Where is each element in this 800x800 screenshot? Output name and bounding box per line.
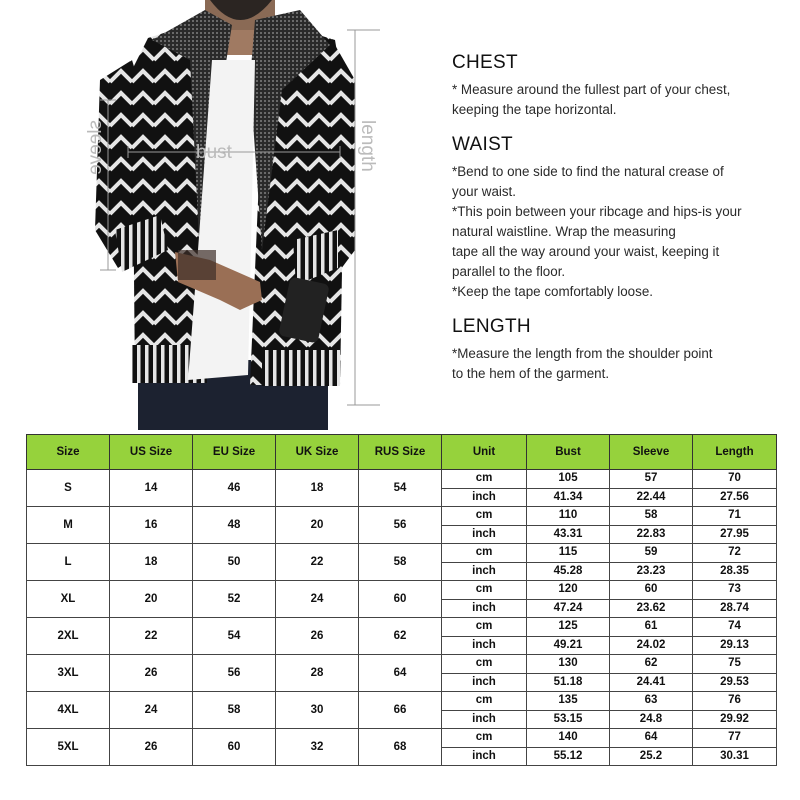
sleeve-cm-cell: 63 xyxy=(610,692,693,711)
length-cm-cell: 70 xyxy=(693,470,777,489)
bust-cm-cell: 125 xyxy=(527,618,610,637)
length-title: LENGTH xyxy=(452,316,531,337)
unit-cell: inch xyxy=(442,673,527,692)
uk-size-cell: 28 xyxy=(276,655,359,692)
bust-inch-cell: 51.18 xyxy=(527,673,610,692)
rus-size-cell: 54 xyxy=(359,470,442,507)
bust-cm-cell: 105 xyxy=(527,470,610,489)
bust-label: bust xyxy=(196,142,232,163)
sleeve-inch-cell: 22.83 xyxy=(610,525,693,544)
table-row xyxy=(27,729,777,748)
bust-cm-cell: 110 xyxy=(527,507,610,526)
chest-title: CHEST xyxy=(452,52,518,73)
us-size-cell: 24 xyxy=(110,692,193,729)
length-label: length xyxy=(357,120,378,172)
unit-cell: inch xyxy=(442,636,527,655)
header-uk-size: UK Size xyxy=(276,435,359,470)
table-row xyxy=(27,618,777,637)
unit-cell: inch xyxy=(442,747,527,766)
unit-cell: inch xyxy=(442,562,527,581)
bust-inch-cell: 49.21 xyxy=(527,636,610,655)
length-line: *Measure the length from the shoulder point xyxy=(452,346,713,361)
table-row xyxy=(27,692,777,711)
size-cell: 3XL xyxy=(27,655,110,692)
bust-cm-cell: 135 xyxy=(527,692,610,711)
bust-cm-cell: 115 xyxy=(527,544,610,563)
eu-size-cell: 48 xyxy=(193,507,276,544)
length-inch-cell: 28.35 xyxy=(693,562,777,581)
unit-cell: cm xyxy=(442,729,527,748)
rus-size-cell: 60 xyxy=(359,581,442,618)
us-size-cell: 26 xyxy=(110,655,193,692)
unit-cell: cm xyxy=(442,544,527,563)
waist-line: tape all the way around your waist, keeping it xyxy=(452,244,720,259)
size-cell: L xyxy=(27,544,110,581)
rus-size-cell: 58 xyxy=(359,544,442,581)
header-rus-size: RUS Size xyxy=(359,435,442,470)
length-inch-cell: 27.95 xyxy=(693,525,777,544)
eu-size-cell: 60 xyxy=(193,729,276,766)
chest-line: * Measure around the fullest part of your chest, xyxy=(452,82,731,97)
unit-cell: cm xyxy=(442,470,527,489)
unit-cell: cm xyxy=(442,692,527,711)
eu-size-cell: 58 xyxy=(193,692,276,729)
size-cell: S xyxy=(27,470,110,507)
us-size-cell: 14 xyxy=(110,470,193,507)
header-sleeve: Sleeve xyxy=(610,435,693,470)
bust-inch-cell: 55.12 xyxy=(527,747,610,766)
sleeve-inch-cell: 24.02 xyxy=(610,636,693,655)
uk-size-cell: 24 xyxy=(276,581,359,618)
length-guide xyxy=(452,316,782,384)
waist-line: natural waistline. Wrap the measuring xyxy=(452,224,676,239)
length-inch-cell: 29.53 xyxy=(693,673,777,692)
length-inch-cell: 29.92 xyxy=(693,710,777,729)
table-body xyxy=(27,470,777,766)
table-row xyxy=(27,581,777,600)
us-size-cell: 26 xyxy=(110,729,193,766)
waist-line: *Keep the tape comfortably loose. xyxy=(452,284,653,299)
length-cm-cell: 71 xyxy=(693,507,777,526)
table-header-row xyxy=(27,435,777,470)
rus-size-cell: 64 xyxy=(359,655,442,692)
sleeve-inch-cell: 25.2 xyxy=(610,747,693,766)
unit-cell: cm xyxy=(442,507,527,526)
uk-size-cell: 30 xyxy=(276,692,359,729)
table-row xyxy=(27,655,777,674)
sleeve-cm-cell: 60 xyxy=(610,581,693,600)
size-table xyxy=(26,434,777,766)
header-length: Length xyxy=(693,435,777,470)
header-eu-size: EU Size xyxy=(193,435,276,470)
unit-cell: inch xyxy=(442,710,527,729)
unit-cell: cm xyxy=(442,581,527,600)
sleeve-inch-cell: 22.44 xyxy=(610,488,693,507)
sleeve-label: sleeve xyxy=(85,120,106,175)
bust-cm-cell: 130 xyxy=(527,655,610,674)
length-cm-cell: 73 xyxy=(693,581,777,600)
rus-size-cell: 68 xyxy=(359,729,442,766)
sleeve-inch-cell: 23.62 xyxy=(610,599,693,618)
bust-inch-cell: 53.15 xyxy=(527,710,610,729)
length-inch-cell: 28.74 xyxy=(693,599,777,618)
unit-cell: inch xyxy=(442,488,527,507)
size-cell: 2XL xyxy=(27,618,110,655)
length-cm-cell: 75 xyxy=(693,655,777,674)
sleeve-inch-cell: 24.8 xyxy=(610,710,693,729)
sleeve-cm-cell: 62 xyxy=(610,655,693,674)
size-cell: 4XL xyxy=(27,692,110,729)
us-size-cell: 18 xyxy=(110,544,193,581)
product-photo xyxy=(0,0,440,430)
rus-size-cell: 56 xyxy=(359,507,442,544)
bust-cm-cell: 140 xyxy=(527,729,610,748)
bust-inch-cell: 45.28 xyxy=(527,562,610,581)
length-inch-cell: 29.13 xyxy=(693,636,777,655)
tattoo xyxy=(178,250,216,280)
sleeve-inch-cell: 24.41 xyxy=(610,673,693,692)
uk-size-cell: 20 xyxy=(276,507,359,544)
sleeve-cm-cell: 64 xyxy=(610,729,693,748)
table-row xyxy=(27,507,777,526)
length-cm-cell: 77 xyxy=(693,729,777,748)
unit-cell: cm xyxy=(442,618,527,637)
uk-size-cell: 18 xyxy=(276,470,359,507)
unit-cell: inch xyxy=(442,525,527,544)
bust-inch-cell: 47.24 xyxy=(527,599,610,618)
waist-title: WAIST xyxy=(452,134,513,155)
rus-size-cell: 66 xyxy=(359,692,442,729)
eu-size-cell: 54 xyxy=(193,618,276,655)
size-cell: M xyxy=(27,507,110,544)
chest-guide xyxy=(452,52,782,120)
size-cell: 5XL xyxy=(27,729,110,766)
length-inch-cell: 30.31 xyxy=(693,747,777,766)
eu-size-cell: 46 xyxy=(193,470,276,507)
waist-line: your waist. xyxy=(452,184,516,199)
header-us-size: US Size xyxy=(110,435,193,470)
size-cell: XL xyxy=(27,581,110,618)
uk-size-cell: 32 xyxy=(276,729,359,766)
sleeve-cm-cell: 57 xyxy=(610,470,693,489)
length-cm-cell: 76 xyxy=(693,692,777,711)
length-inch-cell: 27.56 xyxy=(693,488,777,507)
length-cm-cell: 72 xyxy=(693,544,777,563)
header-bust: Bust xyxy=(527,435,610,470)
waist-guide xyxy=(452,134,782,302)
sleeve-cm-cell: 58 xyxy=(610,507,693,526)
us-size-cell: 22 xyxy=(110,618,193,655)
unit-cell: cm xyxy=(442,655,527,674)
header-unit: Unit xyxy=(442,435,527,470)
sleeve-inch-cell: 23.23 xyxy=(610,562,693,581)
eu-size-cell: 50 xyxy=(193,544,276,581)
eu-size-cell: 52 xyxy=(193,581,276,618)
header-size: Size xyxy=(27,435,110,470)
sleeve-cm-cell: 59 xyxy=(610,544,693,563)
length-cm-cell: 74 xyxy=(693,618,777,637)
length-line: to the hem of the garment. xyxy=(452,366,610,381)
waist-line: parallel to the floor. xyxy=(452,264,566,279)
waist-line: *Bend to one side to find the natural crease of xyxy=(452,164,724,179)
uk-size-cell: 26 xyxy=(276,618,359,655)
chest-line: keeping the tape horizontal. xyxy=(452,102,617,117)
uk-size-cell: 22 xyxy=(276,544,359,581)
bust-cm-cell: 120 xyxy=(527,581,610,600)
bust-inch-cell: 41.34 xyxy=(527,488,610,507)
sleeve-cm-cell: 61 xyxy=(610,618,693,637)
bust-inch-cell: 43.31 xyxy=(527,525,610,544)
table-row xyxy=(27,470,777,489)
rus-size-cell: 62 xyxy=(359,618,442,655)
us-size-cell: 16 xyxy=(110,507,193,544)
us-size-cell: 20 xyxy=(110,581,193,618)
waist-line: *This poin between your ribcage and hips-is your xyxy=(452,204,742,219)
unit-cell: inch xyxy=(442,599,527,618)
table-row xyxy=(27,544,777,563)
eu-size-cell: 56 xyxy=(193,655,276,692)
